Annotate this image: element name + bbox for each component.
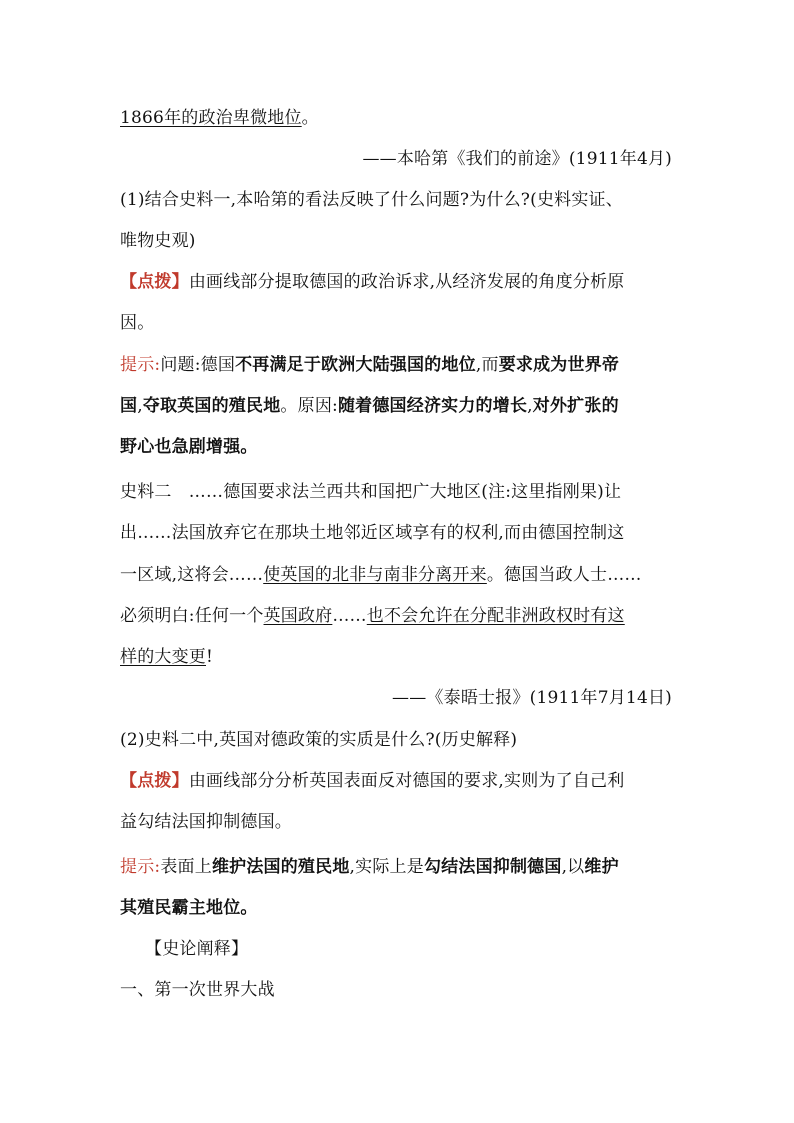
tip-key-phrase: 维护法国的殖民地 — [211, 857, 350, 877]
citation-source-1: ——本哈第《我们的前途》(1911年4月) — [362, 149, 672, 169]
tip-key-phrase: 夺取英国的殖民地 — [142, 396, 281, 416]
hint-text: 由画线部分分析英国表面反对德国的要求,实则为了自己利 — [188, 771, 625, 791]
tip-text: 是 — [406, 857, 424, 877]
tip-label: 提示: — [120, 857, 161, 877]
source-text: 。德国当政人士…… — [486, 565, 642, 585]
hint-2-line-1 — [120, 769, 680, 793]
hint-label: 【点拨】 — [120, 771, 189, 791]
underlined-phrase: 也不会允许在分配非洲政权时有这 — [366, 606, 625, 626]
hint-label: 【点拨】 — [120, 272, 189, 292]
section-heading: 【史论阐释】 — [145, 939, 249, 959]
source-text: …… — [332, 606, 367, 626]
tip-text: ,而 — [475, 355, 499, 375]
underlined-phrase: 1866年的政治卑微地位 — [120, 108, 302, 128]
tip-text: 问题:德国 — [160, 355, 236, 375]
source-2-line-5 — [120, 645, 680, 669]
question-2: (2)史料二中,英国对德政策的实质是什么?(历史解释) — [120, 730, 518, 750]
source-2-line-1: 史料二 ……德国要求法兰西共和国把广大地区(注:这里指刚果)让 — [120, 482, 622, 502]
source-2-line-4 — [120, 604, 680, 628]
tip-text: ,以 — [561, 857, 585, 877]
tip-text: 表面上 — [160, 857, 212, 877]
question-1-line-2: 唯物史观) — [120, 231, 196, 251]
text-line-1 — [120, 106, 680, 130]
tip-text: 实际上 — [355, 857, 407, 877]
tip-key-phrase: 要求成为世界帝 — [498, 355, 620, 375]
punctuation: 。 — [301, 108, 319, 128]
tip-2-line-2: 其殖民霸主地位。 — [120, 898, 258, 918]
hint-1-line-2: 因。 — [120, 313, 155, 333]
tip-key-phrase: 随着德国经济实力的增长 — [337, 396, 528, 416]
citation-source-2: ——《泰晤士报》(1911年7月14日) — [392, 688, 672, 708]
underlined-phrase: 英国政府 — [263, 606, 333, 626]
hint-text: 由画线部分提取德国的政治诉求,从经济发展的角度分析原 — [188, 272, 625, 292]
tip-label: 提示: — [120, 355, 161, 375]
source-text: 一区域,这将会…… — [120, 565, 264, 585]
tip-1-line-1 — [120, 353, 680, 377]
source-2-line-3 — [120, 563, 680, 587]
tip-text: 。 — [280, 396, 298, 416]
underlined-phrase: 使英国的北非与南非分离开来 — [263, 565, 487, 585]
tip-text: , — [527, 396, 533, 416]
hint-2-line-2: 益勾结法国抑制德国。 — [120, 812, 292, 832]
tip-1-line-3: 野心也急剧增强。 — [120, 437, 258, 457]
source-text: ! — [206, 647, 214, 667]
tip-1-line-2 — [120, 394, 680, 418]
question-1-line-1: (1)结合史料一,本哈第的看法反映了什么问题?为什么?(史料实证、 — [120, 190, 623, 210]
hint-1-line-1 — [120, 270, 680, 294]
tip-text: , — [137, 396, 143, 416]
tip-key-phrase: 维护 — [584, 857, 619, 877]
tip-key-phrase: 国 — [120, 396, 138, 416]
tip-text: 原因: — [297, 396, 338, 416]
tip-text: , — [349, 857, 356, 877]
underlined-phrase: 样的大变更 — [120, 647, 206, 667]
tip-key-phrase: 勾结法国抑制德国 — [423, 857, 562, 877]
tip-key-phrase: 对外扩张的 — [532, 396, 619, 416]
tip-2-line-1 — [120, 855, 680, 879]
section-title: 一、第一次世界大战 — [120, 980, 275, 1000]
tip-key-phrase: 不再满足于欧洲大陆强国的地位 — [235, 355, 476, 375]
source-2-line-2: 出……法国放弃它在那块土地邻近区域享有的权利,而由德国控制这 — [120, 523, 625, 543]
source-text: 必须明白:任何一个 — [120, 606, 264, 626]
